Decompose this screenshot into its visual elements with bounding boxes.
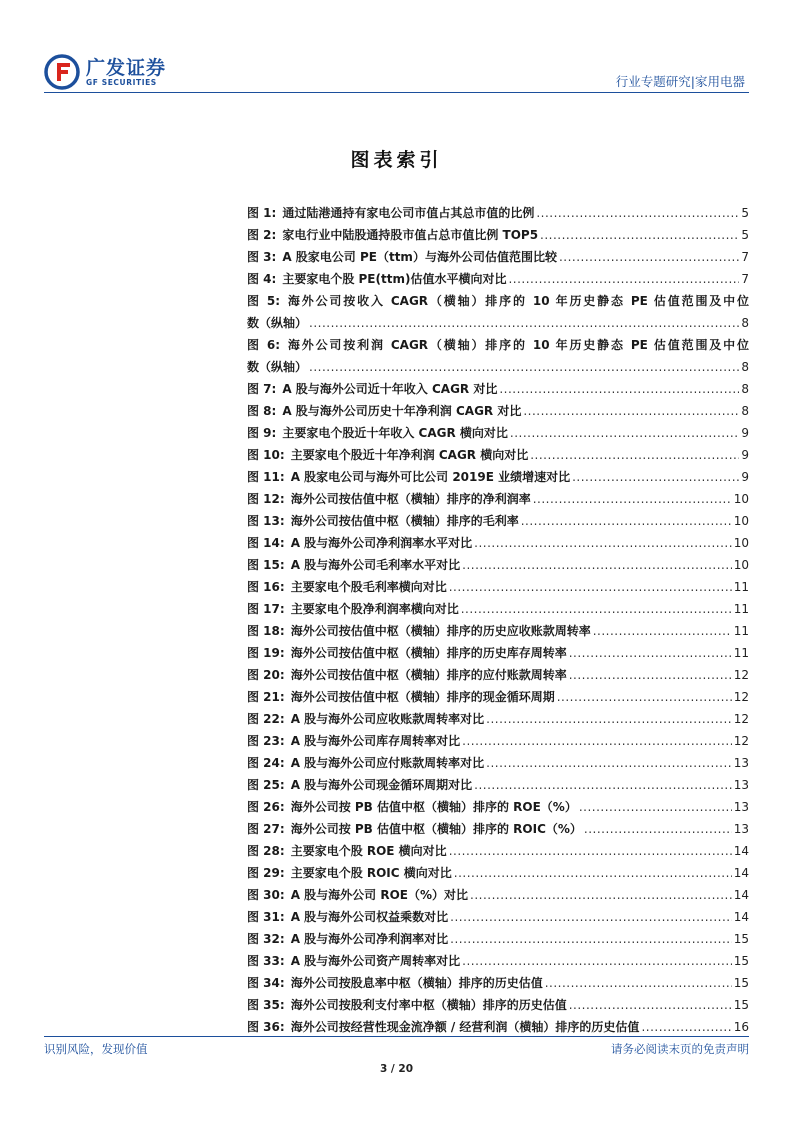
dot-leader bbox=[593, 620, 732, 642]
dot-leader bbox=[536, 202, 739, 224]
dot-leader bbox=[533, 488, 732, 510]
dot-leader bbox=[579, 796, 732, 818]
toc-entry[interactable] bbox=[247, 642, 749, 664]
toc-entry-label: 图 35: bbox=[247, 998, 285, 1012]
toc-entry-page: 10 bbox=[733, 492, 749, 506]
toc-entry-page: 9 bbox=[741, 470, 749, 484]
toc-entry-page: 13 bbox=[733, 822, 749, 836]
dot-leader bbox=[309, 356, 739, 378]
toc-entry[interactable] bbox=[247, 620, 749, 642]
dot-leader bbox=[557, 686, 732, 708]
toc-entry-label: 图 13: bbox=[247, 514, 285, 528]
dot-leader bbox=[569, 994, 732, 1016]
toc-entry-page: 13 bbox=[733, 756, 749, 770]
toc-entry-title: A 股与海外公司净利润率水平对比 bbox=[290, 536, 473, 550]
toc-entry-title: 海外公司按 PB 估值中枢（横轴）排序的 ROE（%） bbox=[290, 800, 577, 814]
toc-entry-page: 7 bbox=[741, 250, 749, 264]
toc-entry-label: 图 17: bbox=[247, 602, 285, 616]
toc-entry-title: 主要家电个股净利润率横向对比 bbox=[290, 602, 459, 616]
toc-entry-page: 15 bbox=[733, 954, 749, 968]
logo-chinese-name: 广发证券 bbox=[86, 56, 167, 79]
toc-entry-page: 15 bbox=[733, 976, 749, 990]
toc-entry[interactable] bbox=[247, 708, 749, 730]
toc-entry-title: A 股与海外公司应收账款周转率对比 bbox=[290, 712, 485, 726]
dot-leader bbox=[462, 730, 732, 752]
toc-entry-title: A 股与海外公司 ROE（%）对比 bbox=[290, 888, 468, 902]
toc-entry[interactable] bbox=[247, 576, 749, 598]
toc-entry-title: 主要家电个股 ROIC 横向对比 bbox=[290, 866, 452, 880]
toc-entry-title: 海外公司按估值中枢（横轴）排序的毛利率 bbox=[290, 514, 519, 528]
toc-entry-label: 图 5: bbox=[247, 294, 281, 308]
toc-entry-label: 图 26: bbox=[247, 800, 285, 814]
toc-entry-label: 图 14: bbox=[247, 536, 285, 550]
toc-entry[interactable] bbox=[247, 290, 749, 334]
toc-entry[interactable] bbox=[247, 730, 749, 752]
dot-leader bbox=[523, 400, 739, 422]
toc-entry-label: 图 16: bbox=[247, 580, 285, 594]
dot-leader bbox=[521, 510, 732, 532]
toc-entry-page: 14 bbox=[733, 844, 749, 858]
toc-entry[interactable] bbox=[247, 202, 749, 224]
toc-entry-page: 11 bbox=[733, 624, 749, 638]
toc-entry-label: 图 31: bbox=[247, 910, 285, 924]
dot-leader bbox=[449, 840, 732, 862]
dot-leader bbox=[584, 818, 732, 840]
toc-entry-title: A 股与海外公司权益乘数对比 bbox=[290, 910, 449, 924]
toc-entry[interactable] bbox=[247, 224, 749, 246]
toc-entry[interactable] bbox=[247, 246, 749, 268]
toc-entry-label: 图 20: bbox=[247, 668, 285, 682]
toc-entry[interactable] bbox=[247, 884, 749, 906]
page-number: 3 / 20 bbox=[379, 1063, 414, 1075]
toc-entry-page: 13 bbox=[733, 778, 749, 792]
toc-entry[interactable] bbox=[247, 554, 749, 576]
toc-entry-title: A 股家电公司 PE（ttm）与海外公司估值范围比较 bbox=[282, 250, 557, 264]
toc-entry-title: A 股与海外公司资产周转率对比 bbox=[290, 954, 461, 968]
toc-entry-title-continued: 数（纵轴） bbox=[247, 360, 308, 374]
toc-entry-label: 图 6: bbox=[247, 338, 281, 352]
footer-slogan: 识别风险，发现价值 bbox=[44, 1042, 148, 1056]
toc-entry-label: 图 15: bbox=[247, 558, 285, 572]
toc-entry-title-continued: 数（纵轴） bbox=[247, 316, 308, 330]
toc-entry[interactable] bbox=[247, 488, 749, 510]
toc-entry-page: 16 bbox=[733, 1020, 749, 1034]
dot-leader bbox=[461, 598, 732, 620]
toc-entry[interactable] bbox=[247, 928, 749, 950]
toc-entry-page: 10 bbox=[733, 536, 749, 550]
toc-entry[interactable] bbox=[247, 510, 749, 532]
report-category: 行业专题研究|家用电器 bbox=[615, 74, 745, 89]
toc-entry-label: 图 32: bbox=[247, 932, 285, 946]
logo-english-name: GF SECURITIES bbox=[86, 77, 157, 87]
toc-entry-title: 主要家电个股毛利率横向对比 bbox=[290, 580, 447, 594]
toc-entry-label: 图 28: bbox=[247, 844, 285, 858]
toc-entry[interactable] bbox=[247, 818, 749, 840]
toc-entry[interactable] bbox=[247, 598, 749, 620]
header-divider bbox=[44, 92, 749, 93]
toc-entry-label: 图 34: bbox=[247, 976, 285, 990]
dot-leader bbox=[510, 422, 739, 444]
toc-entry-title: A 股与海外公司历史十年净利润 CAGR 对比 bbox=[282, 404, 522, 418]
toc-entry[interactable] bbox=[247, 686, 749, 708]
toc-entry-page: 14 bbox=[733, 910, 749, 924]
page-header bbox=[44, 50, 749, 94]
toc-entry-label: 图 33: bbox=[247, 954, 285, 968]
toc-entry-title: 海外公司按估值中枢（横轴）排序的现金循环周期 bbox=[290, 690, 555, 704]
toc-entry[interactable] bbox=[247, 994, 749, 1016]
toc-entry-title: 海外公司按股息率中枢（横轴）排序的历史估值 bbox=[290, 976, 543, 990]
dot-leader bbox=[474, 774, 732, 796]
toc-entry-page: 8 bbox=[741, 382, 749, 396]
figure-index-list bbox=[247, 202, 749, 1038]
dot-leader bbox=[572, 466, 739, 488]
dot-leader bbox=[530, 444, 739, 466]
toc-entry-title: 主要家电个股 ROE 横向对比 bbox=[290, 844, 447, 858]
dot-leader bbox=[454, 862, 732, 884]
dot-leader bbox=[450, 906, 732, 928]
toc-entry-label: 图 22: bbox=[247, 712, 285, 726]
toc-entry-page: 11 bbox=[733, 602, 749, 616]
toc-entry-page: 9 bbox=[741, 448, 749, 462]
dot-leader bbox=[462, 554, 732, 576]
toc-entry-title: 海外公司按股利支付率中枢（横轴）排序的历史估值 bbox=[290, 998, 567, 1012]
dot-leader bbox=[508, 268, 739, 290]
toc-entry-title: 海外公司按估值中枢（横轴）排序的历史库存周转率 bbox=[290, 646, 567, 660]
dot-leader bbox=[309, 312, 739, 334]
toc-entry-title: 主要家电个股近十年净利润 CAGR 横向对比 bbox=[290, 448, 529, 462]
dot-leader bbox=[486, 752, 732, 774]
gf-securities-logo bbox=[44, 54, 166, 90]
dot-leader bbox=[462, 950, 732, 972]
toc-entry-page: 10 bbox=[733, 558, 749, 572]
toc-entry-label: 图 3: bbox=[247, 250, 277, 264]
toc-entry-page: 14 bbox=[733, 888, 749, 902]
toc-entry-page: 12 bbox=[733, 690, 749, 704]
toc-entry[interactable] bbox=[247, 1016, 749, 1038]
toc-entry-title: A 股与海外公司库存周转率对比 bbox=[290, 734, 461, 748]
toc-entry-label: 图 19: bbox=[247, 646, 285, 660]
toc-entry-label: 图 2: bbox=[247, 228, 277, 242]
toc-entry-page: 5 bbox=[741, 206, 749, 220]
toc-entry-label: 图 18: bbox=[247, 624, 285, 638]
dot-leader bbox=[641, 1016, 731, 1038]
toc-entry-title: 海外公司按估值中枢（横轴）排序的净利润率 bbox=[290, 492, 531, 506]
toc-entry-label: 图 4: bbox=[247, 272, 277, 286]
toc-entry[interactable] bbox=[247, 334, 749, 378]
toc-entry[interactable] bbox=[247, 862, 749, 884]
footer-disclaimer: 请务必阅读末页的免责声明 bbox=[611, 1042, 749, 1056]
toc-entry-page: 8 bbox=[741, 360, 749, 374]
toc-entry-title: 海外公司按经营性现金流净额 / 经营利润（横轴）排序的历史估值 bbox=[290, 1020, 640, 1034]
toc-entry[interactable] bbox=[247, 664, 749, 686]
toc-entry-page: 7 bbox=[741, 272, 749, 286]
toc-entry-page: 8 bbox=[741, 404, 749, 418]
toc-entry-title: 主要家电个股近十年收入 CAGR 横向对比 bbox=[282, 426, 508, 440]
toc-entry-page: 11 bbox=[733, 646, 749, 660]
toc-entry-title: A 股与海外公司应付账款周转率对比 bbox=[290, 756, 485, 770]
toc-entry-page: 13 bbox=[733, 800, 749, 814]
toc-entry-label: 图 8: bbox=[247, 404, 277, 418]
toc-entry-label: 图 21: bbox=[247, 690, 285, 704]
dot-leader bbox=[569, 664, 732, 686]
toc-entry-title: 海外公司按 PB 估值中枢（横轴）排序的 ROIC（%） bbox=[290, 822, 582, 836]
dot-leader bbox=[470, 884, 732, 906]
toc-entry-title: A 股与海外公司净利润率对比 bbox=[290, 932, 449, 946]
toc-entry-title: A 股与海外公司近十年收入 CAGR 对比 bbox=[282, 382, 498, 396]
toc-entry[interactable] bbox=[247, 422, 749, 444]
toc-entry-label: 图 11: bbox=[247, 470, 285, 484]
toc-entry-page: 8 bbox=[741, 316, 749, 330]
dot-leader bbox=[569, 642, 732, 664]
toc-entry-label: 图 1: bbox=[247, 206, 277, 220]
dot-leader bbox=[559, 246, 739, 268]
toc-entry-label: 图 30: bbox=[247, 888, 285, 902]
toc-entry[interactable] bbox=[247, 774, 749, 796]
page-title: 图表索引 bbox=[350, 149, 443, 171]
toc-entry-label: 图 10: bbox=[247, 448, 285, 462]
toc-entry-label: 图 29: bbox=[247, 866, 285, 880]
dot-leader bbox=[545, 972, 732, 994]
toc-entry-label: 图 36: bbox=[247, 1020, 285, 1034]
toc-entry[interactable] bbox=[247, 752, 749, 774]
dot-leader bbox=[499, 378, 739, 400]
footer-divider bbox=[44, 1036, 749, 1037]
toc-entry-page: 5 bbox=[741, 228, 749, 242]
gf-logo-icon bbox=[44, 54, 80, 90]
toc-entry-title: 海外公司按收入 CAGR（横轴）排序的 10 年历史静态 PE 估值范围及中位 bbox=[286, 294, 749, 308]
dot-leader bbox=[449, 576, 732, 598]
toc-entry-page: 14 bbox=[733, 866, 749, 880]
toc-entry-title: 海外公司按利润 CAGR（横轴）排序的 10 年历史静态 PE 估值范围及中位 bbox=[286, 338, 749, 352]
toc-entry-label: 图 23: bbox=[247, 734, 285, 748]
toc-entry-label: 图 25: bbox=[247, 778, 285, 792]
toc-entry[interactable] bbox=[247, 796, 749, 818]
toc-entry-title: 家电行业中陆股通持股市值占总市值比例 TOP5 bbox=[282, 228, 539, 242]
toc-entry-page: 9 bbox=[741, 426, 749, 440]
dot-leader bbox=[450, 928, 732, 950]
toc-entry[interactable] bbox=[247, 444, 749, 466]
toc-entry-label: 图 12: bbox=[247, 492, 285, 506]
toc-entry-title: A 股与海外公司现金循环周期对比 bbox=[290, 778, 473, 792]
toc-entry[interactable] bbox=[247, 840, 749, 862]
toc-entry-label: 图 27: bbox=[247, 822, 285, 836]
toc-entry[interactable] bbox=[247, 906, 749, 928]
toc-entry-page: 11 bbox=[733, 580, 749, 594]
toc-entry-title: 海外公司按估值中枢（横轴）排序的历史应收账款周转率 bbox=[290, 624, 591, 638]
toc-entry[interactable] bbox=[247, 532, 749, 554]
toc-entry-label: 图 9: bbox=[247, 426, 277, 440]
dot-leader bbox=[540, 224, 739, 246]
toc-entry[interactable] bbox=[247, 378, 749, 400]
toc-entry-page: 12 bbox=[733, 668, 749, 682]
dot-leader bbox=[486, 708, 732, 730]
toc-entry-page: 10 bbox=[733, 514, 749, 528]
dot-leader bbox=[474, 532, 732, 554]
toc-entry[interactable] bbox=[247, 466, 749, 488]
toc-entry[interactable] bbox=[247, 400, 749, 422]
toc-entry-page: 12 bbox=[733, 712, 749, 726]
toc-entry-title: A 股家电公司与海外可比公司 2019E 业绩增速对比 bbox=[290, 470, 571, 484]
toc-entry-page: 15 bbox=[733, 932, 749, 946]
toc-entry-title: 主要家电个股 PE(ttm)估值水平横向对比 bbox=[282, 272, 507, 286]
toc-entry-label: 图 24: bbox=[247, 756, 285, 770]
toc-entry-page: 12 bbox=[733, 734, 749, 748]
toc-entry-page: 15 bbox=[733, 998, 749, 1012]
toc-entry-title: A 股与海外公司毛利率水平对比 bbox=[290, 558, 461, 572]
toc-entry-title: 通过陆港通持有家电公司市值占其总市值的比例 bbox=[282, 206, 535, 220]
toc-entry[interactable] bbox=[247, 972, 749, 994]
toc-entry[interactable] bbox=[247, 950, 749, 972]
toc-entry-label: 图 7: bbox=[247, 382, 277, 396]
toc-entry[interactable] bbox=[247, 268, 749, 290]
toc-entry-title: 海外公司按估值中枢（横轴）排序的应付账款周转率 bbox=[290, 668, 567, 682]
